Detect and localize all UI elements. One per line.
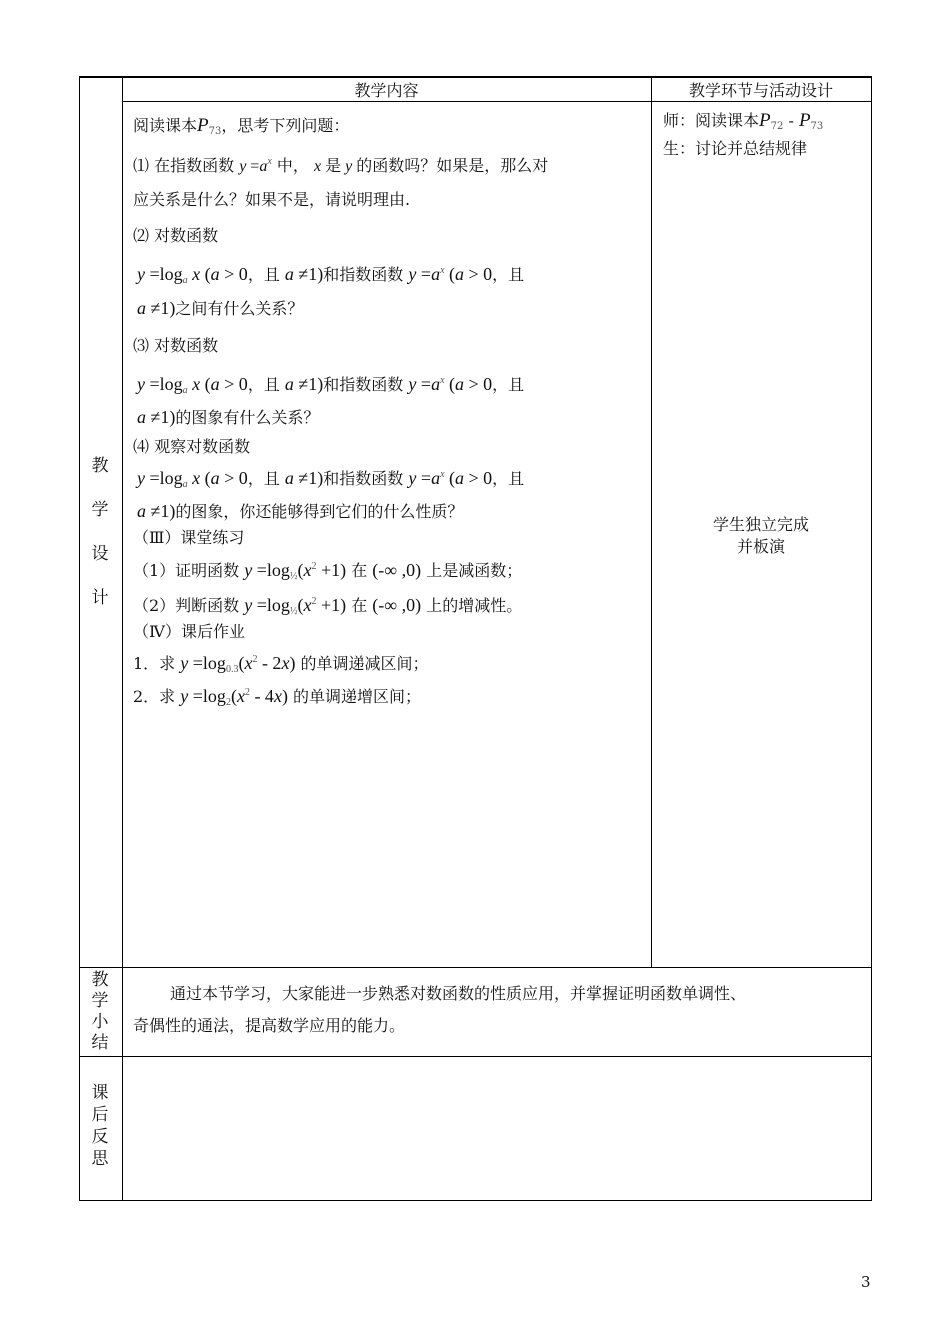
label-summary: 教 学 小 结: [91, 970, 109, 1053]
label-design: 教 学 设 计: [91, 456, 109, 608]
homework-1: 1．求 $y =\log_{0.3}(x^2 - 2x)$ 的单调递减区间；: [133, 653, 429, 675]
question-2-tail: a ≠1)之间有什么关系？: [137, 298, 304, 318]
activity-student: 生：讨论并总结规律: [663, 139, 808, 158]
question-3-tail: a ≠1)的图象有什么关系？: [137, 407, 320, 427]
content-line-read: 阅读课本$P_{73}$，思考下列问题：: [133, 115, 350, 137]
practice-title: （Ⅲ）课堂练习: [133, 528, 245, 547]
activity-practice-1: 学生独立完成: [712, 515, 809, 534]
summary-line-2: 奇偶性的通法，提高数学应用的能力。: [133, 1016, 406, 1035]
summary-bottom-rule: [79, 1056, 872, 1057]
question-2-formula: $y =\log_a$ x (a > 0，且 a ≠1)和指数函数 $y =a^x$ (a > 0，且: [137, 264, 525, 286]
question-1-line-1: ⑴ 在指数函数 $y =a^x$ 中， x 是 y 的函数吗？如果是，那么对: [133, 156, 549, 175]
question-4-title: ⑷ 观察对数函数: [133, 437, 251, 456]
question-1-line-2: 应关系是什么？如果不是，请说明理由.: [133, 190, 411, 209]
page-number: 3: [861, 1273, 871, 1291]
homework-2: 2．求 $y =\log_2(x^2 - 4x)$ 的单调递增区间；: [133, 686, 422, 708]
question-3-formula: $y =\log_a$ x (a > 0，且 a ≠1)和指数函数 $y =a^x$ (a > 0，且: [137, 374, 525, 396]
table-bottom-rule: [79, 1200, 872, 1201]
summary-line-1: 通过本节学习，大家能进一步熟悉对数函数的性质应用，并掌握证明函数单调性、: [170, 984, 747, 1003]
question-3-title: ⑶ 对数函数: [133, 336, 219, 355]
practice-2: （2）判断函数 $y =\log_{\frac{1}{2}}(x^2 +1)$ 在 (-∞ ,0) 上的增减性。: [133, 595, 523, 617]
header-activity: 教学环节与活动设计: [688, 81, 833, 100]
homework-title: （Ⅳ）课后作业: [133, 622, 245, 641]
question-4-tail: a ≠1)的图象，你还能够得到它们的什么性质？: [137, 501, 464, 521]
practice-1: （1）证明函数 $y =\log_{\frac{1}{2}}(x^2 +1)$ 在 (-∞ ,0) 上是减函数；: [133, 560, 523, 582]
table-border-right: [871, 76, 872, 1201]
activity-practice-2: 并板演: [736, 537, 785, 556]
label-reflection: 课 后 反 思: [91, 1083, 109, 1169]
table-divider-label: [122, 76, 123, 1201]
top-rule: [79, 76, 872, 78]
header-content: 教学内容: [354, 81, 419, 100]
activity-teacher: 师：阅读课本$P_{72} - P_{73}$: [663, 110, 824, 132]
design-bottom-rule: [79, 967, 872, 968]
header-rule: [122, 101, 872, 102]
question-4-formula: $y =\log_a$ x (a > 0，且 a ≠1)和指数函数 $y =a^x$ (a > 0，且: [137, 468, 525, 490]
question-2-title: ⑵ 对数函数: [133, 226, 219, 245]
